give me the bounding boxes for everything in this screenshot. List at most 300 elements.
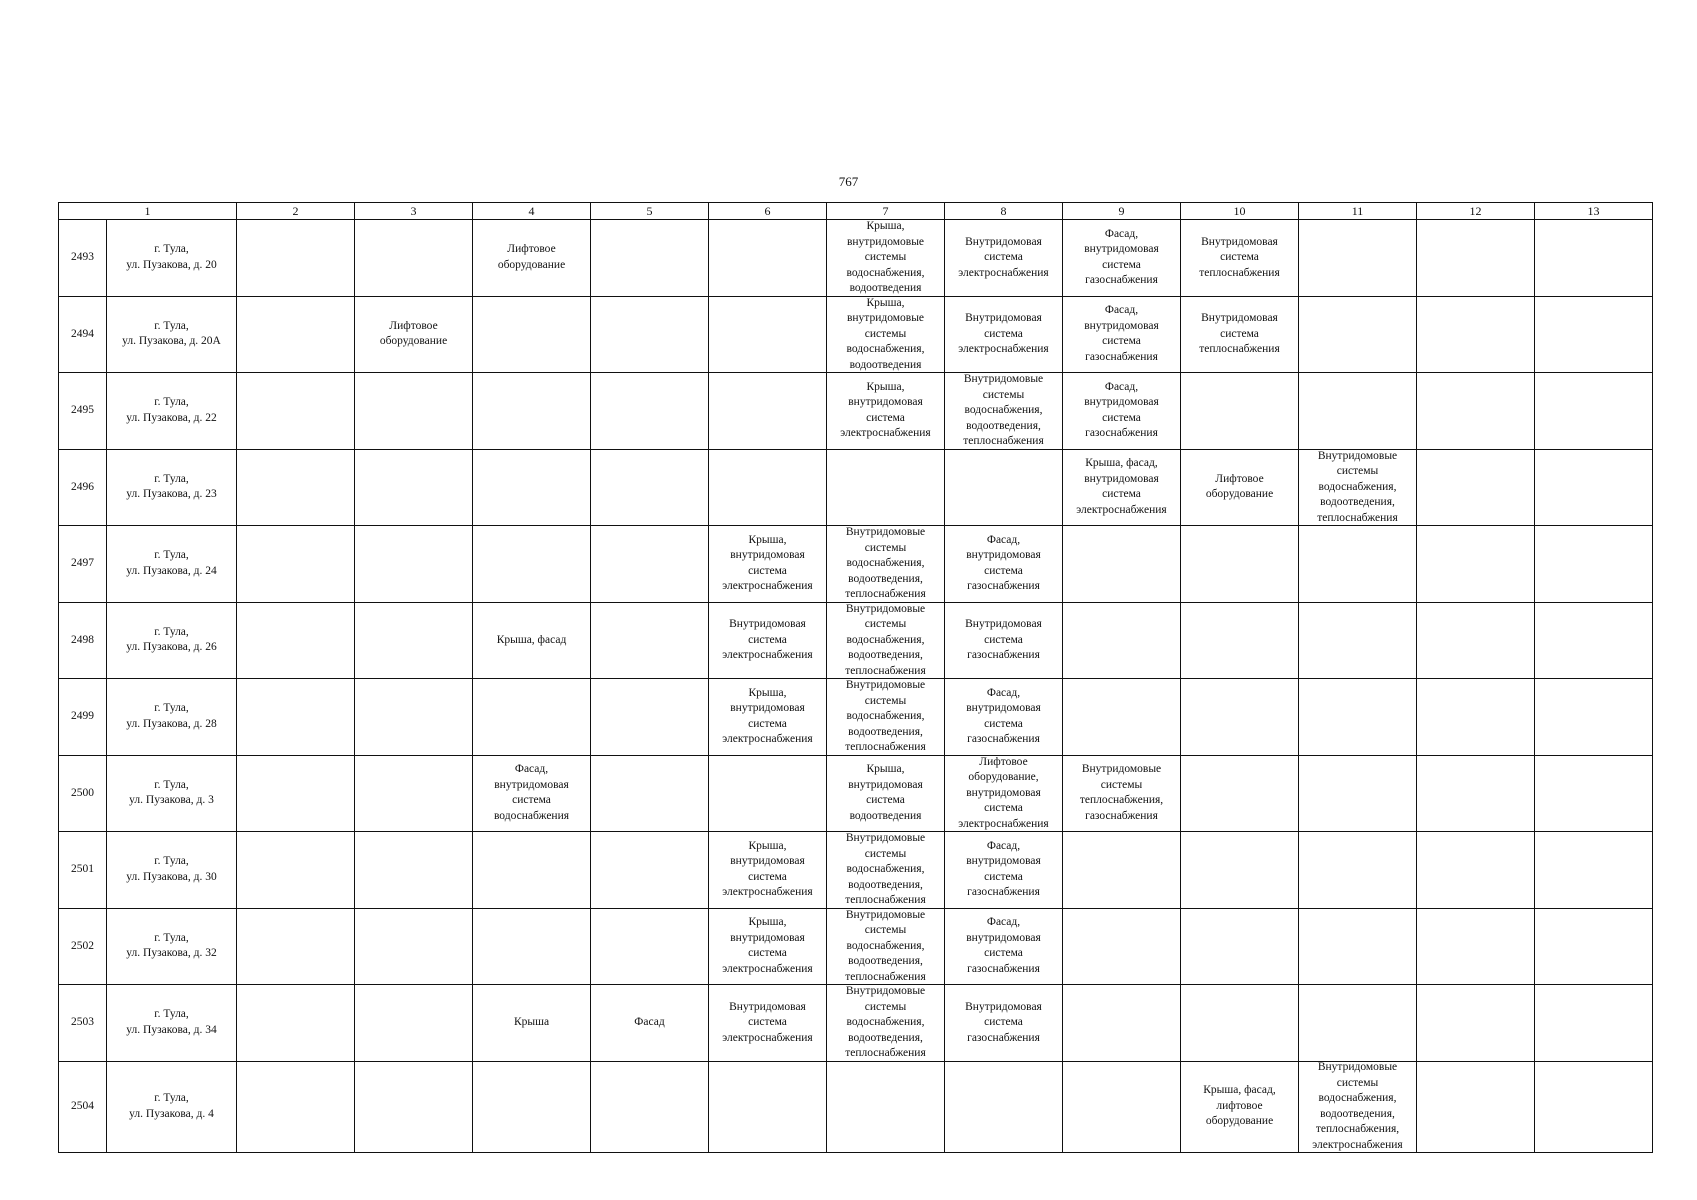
cell-text-line: Фасад,: [1104, 380, 1139, 393]
cell-text-line: система: [1102, 411, 1141, 424]
work-cell-col-11: [1299, 908, 1417, 985]
cell-text-line: система: [984, 633, 1023, 646]
work-cell-col-11: [1299, 755, 1417, 832]
cell-text-line: Крыша,: [866, 380, 905, 393]
cell-text-line: системы: [1100, 778, 1143, 791]
cell-text-line: теплоснабжения: [845, 588, 926, 600]
cell-text-line: система: [1102, 335, 1141, 348]
work-cell-col-10: [1181, 908, 1299, 985]
work-cell-col-10: [1181, 296, 1299, 373]
work-cell-col-6: [709, 679, 827, 756]
repair-schedule-table: [58, 202, 1653, 1153]
row-number: 2500: [59, 755, 107, 832]
cell-text-line: ул. Пузакова, д. 22: [126, 411, 217, 424]
cell-text-line: газоснабжения: [1085, 350, 1158, 363]
work-cell-col-13: [1535, 832, 1653, 909]
work-cell-col-5: [591, 220, 709, 297]
work-cell-col-5: [591, 449, 709, 526]
cell-text-line: внутридомовая: [966, 702, 1041, 715]
work-cell-col-11: [1299, 832, 1417, 909]
work-cell-col-12: [1417, 908, 1535, 985]
row-number: 2499: [59, 679, 107, 756]
work-cell-col-13: [1535, 373, 1653, 450]
cell-text-line: г. Тула,: [154, 319, 189, 332]
cell-text-line: электроснабжения: [722, 580, 813, 593]
cell-text-line: Фасад: [634, 1016, 665, 1028]
work-cell-col-11: [1299, 602, 1417, 679]
work-cell-col-2: [237, 679, 355, 756]
work-cell-col-6: [709, 985, 827, 1062]
work-cell-col-12: [1417, 755, 1535, 832]
work-cell-col-13: [1535, 526, 1653, 603]
cell-text-line: электроснабжения: [1076, 503, 1167, 516]
address-cell: [107, 908, 237, 985]
address-cell: [107, 373, 237, 450]
cell-content: [109, 472, 234, 503]
work-cell-col-7: [827, 220, 945, 297]
work-cell-col-2: [237, 449, 355, 526]
cell-content: [947, 311, 1060, 358]
cell-content: [109, 242, 234, 273]
cell-text-line: система: [748, 717, 787, 730]
cell-text-line: Внутридомовые: [1317, 450, 1398, 462]
cell-text-line: оборудование: [1205, 488, 1274, 501]
work-cell-col-11: [1299, 296, 1417, 373]
cell-text-line: внутридомовая: [730, 855, 805, 868]
cell-text-line: оборудование: [379, 335, 448, 348]
work-cell-col-13: [1535, 602, 1653, 679]
cell-content: [475, 242, 588, 273]
cell-text-line: внутридомовые: [846, 312, 925, 324]
cell-text-line: система: [866, 794, 905, 807]
cell-text-line: Крыша,: [866, 297, 905, 309]
work-cell-col-5: [591, 373, 709, 450]
cell-text-line: внутридомовая: [966, 855, 1041, 868]
cell-text-line: система: [984, 564, 1023, 577]
cell-text-line: Крыша,: [866, 220, 905, 232]
cell-text-line: г. Тула,: [154, 549, 189, 562]
column-header-13: 13: [1535, 203, 1653, 220]
cell-text-line: водоотведения: [849, 358, 922, 371]
cell-text-line: внутридомовая: [966, 931, 1041, 944]
address-cell: [107, 526, 237, 603]
work-cell-col-2: [237, 602, 355, 679]
cell-text-line: внутридомовая: [966, 786, 1041, 799]
work-cell-col-4: [473, 832, 591, 909]
cell-text-line: ул. Пузакова, д. 4: [129, 1107, 214, 1120]
cell-text-line: г. Тула,: [154, 702, 189, 715]
work-cell-col-3: [355, 449, 473, 526]
cell-text-line: лифтовое: [1216, 1099, 1263, 1112]
cell-text-line: электроснабжения: [722, 886, 813, 899]
cell-text-line: системы: [864, 1000, 907, 1013]
cell-text-line: водоснабжения,: [846, 863, 925, 875]
cell-text-line: г. Тула,: [154, 396, 189, 409]
cell-text-line: теплоснабжения: [845, 1047, 926, 1059]
cell-content: [109, 548, 234, 579]
cell-content: [109, 1091, 234, 1122]
work-cell-col-6: [709, 373, 827, 450]
address-cell: [107, 449, 237, 526]
cell-text-line: Внутридомовые: [1081, 763, 1162, 776]
cell-text-line: теплоснабжения: [845, 894, 926, 906]
cell-text-line: водоотведения: [849, 809, 922, 822]
cell-text-line: водоотведения,: [848, 572, 923, 585]
cell-text-line: система: [748, 564, 787, 577]
cell-text-line: г. Тула,: [154, 1092, 189, 1104]
cell-text-line: системы: [864, 327, 907, 340]
work-cell-col-6: [709, 449, 827, 526]
cell-content: [1183, 1083, 1296, 1130]
cell-text-line: ул. Пузакова, д. 34: [126, 1023, 217, 1036]
cell-text-line: система: [984, 717, 1023, 730]
cell-text-line: внутридомовая: [494, 778, 569, 791]
cell-content: [109, 701, 234, 732]
cell-text-line: системы: [864, 924, 907, 936]
work-cell-col-4: [473, 449, 591, 526]
work-cell-col-4: [473, 908, 591, 985]
cell-text-line: водоснабжения,: [846, 266, 925, 279]
cell-text-line: Внутридомовая: [729, 618, 806, 630]
cell-text-line: Фасад,: [514, 763, 549, 776]
table-header: [59, 203, 1653, 220]
work-cell-col-4: [473, 373, 591, 450]
cell-text-line: водоотведения,: [848, 649, 923, 661]
cell-text-line: внутридомовая: [1084, 319, 1159, 332]
work-cell-col-9: [1063, 832, 1181, 909]
work-cell-col-11: [1299, 1061, 1417, 1152]
work-cell-col-7: [827, 1061, 945, 1152]
work-cell-col-12: [1417, 679, 1535, 756]
work-cell-col-4: [473, 1061, 591, 1152]
work-cell-col-7: [827, 755, 945, 832]
work-cell-col-7: [827, 602, 945, 679]
cell-content: [829, 833, 942, 907]
cell-text-line: ул. Пузакова, д. 28: [126, 717, 217, 730]
work-cell-col-10: [1181, 602, 1299, 679]
cell-content: [357, 319, 470, 350]
work-cell-col-5: [591, 755, 709, 832]
table-row: [59, 755, 1653, 832]
work-cell-col-8: [945, 373, 1063, 450]
cell-text-line: газоснабжения: [967, 580, 1040, 593]
cell-text-line: Внутридомовая: [965, 1000, 1042, 1013]
cell-content: [829, 909, 942, 983]
table-body: [59, 220, 1653, 1153]
cell-text-line: г. Тула,: [154, 855, 189, 868]
cell-content: [947, 374, 1060, 448]
cell-content: [829, 380, 942, 442]
cell-text-line: Лифтовое: [979, 756, 1028, 768]
work-cell-col-3: [355, 602, 473, 679]
cell-content: [109, 778, 234, 809]
cell-content: [1065, 456, 1178, 518]
cell-text-line: Фасад,: [986, 533, 1021, 546]
cell-text-line: оборудование,: [968, 771, 1039, 783]
work-cell-col-9: [1063, 526, 1181, 603]
cell-content: [109, 625, 234, 656]
page-number: 767: [838, 174, 859, 189]
work-cell-col-12: [1417, 296, 1535, 373]
work-cell-col-5: [591, 679, 709, 756]
work-cell-col-10: [1181, 679, 1299, 756]
work-cell-col-10: [1181, 373, 1299, 450]
work-cell-col-2: [237, 755, 355, 832]
work-cell-col-8: [945, 449, 1063, 526]
column-number-row: [59, 203, 1653, 220]
column-header-8: 8: [945, 203, 1063, 220]
cell-content: [475, 633, 588, 649]
work-cell-col-11: [1299, 679, 1417, 756]
cell-text-line: Крыша, фасад: [496, 633, 567, 646]
cell-text-line: водоснабжения: [493, 809, 570, 822]
work-cell-col-3: [355, 220, 473, 297]
cell-text-line: Внутридомовые: [845, 526, 926, 538]
cell-text-line: электроснабжения: [958, 266, 1049, 279]
work-cell-col-10: [1181, 985, 1299, 1062]
table-row: [59, 373, 1653, 450]
work-cell-col-2: [237, 1061, 355, 1152]
cell-text-line: системы: [1336, 465, 1379, 477]
work-cell-col-9: [1063, 1061, 1181, 1152]
address-cell: [107, 985, 237, 1062]
cell-content: [593, 1015, 706, 1031]
cell-text-line: теплоснабжения,: [1079, 794, 1164, 807]
cell-text-line: ул. Пузакова, д. 23: [126, 488, 217, 501]
cell-content: [947, 915, 1060, 977]
column-header-5: 5: [591, 203, 709, 220]
cell-text-line: Внутридомовая: [965, 312, 1042, 324]
work-cell-col-12: [1417, 1061, 1535, 1152]
table-row: [59, 526, 1653, 603]
work-cell-col-12: [1417, 526, 1535, 603]
cell-text-line: электроснабжения: [958, 817, 1049, 830]
column-header-12: 12: [1417, 203, 1535, 220]
cell-text-line: водоснабжения,: [964, 404, 1043, 416]
cell-text-line: система: [1102, 258, 1141, 271]
work-cell-col-9: [1063, 220, 1181, 297]
cell-content: [109, 319, 234, 350]
work-cell-col-6: [709, 602, 827, 679]
cell-text-line: система: [984, 802, 1023, 814]
cell-text-line: г. Тула,: [154, 472, 189, 485]
cell-content: [947, 533, 1060, 595]
cell-text-line: система: [1220, 327, 1259, 340]
work-cell-col-6: [709, 1061, 827, 1152]
work-cell-col-3: [355, 985, 473, 1062]
work-cell-col-3: [355, 373, 473, 450]
work-cell-col-4: [473, 679, 591, 756]
cell-text-line: ул. Пузакова, д. 24: [126, 564, 217, 577]
row-number: 2501: [59, 832, 107, 909]
cell-text-line: теплоснабжения: [845, 741, 926, 753]
work-cell-col-2: [237, 373, 355, 450]
cell-content: [1065, 762, 1178, 824]
column-header-7: 7: [827, 203, 945, 220]
cell-text-line: внутридомовая: [730, 549, 805, 562]
cell-text-line: водоснабжения,: [846, 633, 925, 646]
column-header-3: 3: [355, 203, 473, 220]
cell-text-line: теплоснабжения: [845, 970, 926, 983]
cell-text-line: внутридомовая: [730, 702, 805, 715]
cell-text-line: теплоснабжения: [963, 435, 1044, 447]
address-cell: [107, 296, 237, 373]
cell-text-line: система: [1102, 488, 1141, 501]
work-cell-col-2: [237, 296, 355, 373]
work-cell-col-4: [473, 602, 591, 679]
work-cell-col-5: [591, 602, 709, 679]
cell-text-line: водоотведения,: [1320, 496, 1395, 508]
cell-text-line: ул. Пузакова, д. 20: [126, 258, 217, 271]
cell-content: [829, 762, 942, 824]
cell-content: [1301, 450, 1414, 524]
work-cell-col-5: [591, 1061, 709, 1152]
work-cell-col-13: [1535, 755, 1653, 832]
table-row: [59, 296, 1653, 373]
address-cell: [107, 679, 237, 756]
cell-text-line: внутридомовая: [730, 931, 805, 944]
column-header-4: 4: [473, 203, 591, 220]
work-cell-col-12: [1417, 373, 1535, 450]
cell-text-line: Фасад,: [986, 686, 1021, 699]
work-cell-col-2: [237, 526, 355, 603]
cell-content: [829, 986, 942, 1060]
work-cell-col-13: [1535, 985, 1653, 1062]
row-number: 2498: [59, 602, 107, 679]
cell-text-line: водоснабжения,: [1318, 480, 1397, 493]
cell-text-line: Внутридомовые: [1317, 1062, 1398, 1073]
cell-text-line: г. Тула,: [154, 778, 189, 791]
cell-text-line: внутридомовая: [848, 778, 923, 791]
work-cell-col-7: [827, 832, 945, 909]
work-cell-col-12: [1417, 449, 1535, 526]
cell-text-line: водоотведения: [849, 282, 922, 294]
work-cell-col-13: [1535, 449, 1653, 526]
cell-content: [711, 617, 824, 664]
work-cell-col-5: [591, 832, 709, 909]
cell-text-line: системы: [864, 618, 907, 630]
cell-content: [109, 1007, 234, 1038]
work-cell-col-9: [1063, 755, 1181, 832]
address-cell: [107, 602, 237, 679]
work-cell-col-9: [1063, 908, 1181, 985]
cell-text-line: внутридомовая: [1084, 472, 1159, 485]
column-header-11: 11: [1299, 203, 1417, 220]
cell-content: [711, 915, 824, 977]
address-cell: [107, 755, 237, 832]
cell-text-line: электроснабжения: [722, 962, 813, 975]
work-cell-col-6: [709, 908, 827, 985]
work-cell-col-4: [473, 526, 591, 603]
column-header-10: 10: [1181, 203, 1299, 220]
cell-text-line: система: [866, 411, 905, 424]
work-cell-col-10: [1181, 1061, 1299, 1152]
cell-text-line: ул. Пузакова, д. 30: [126, 870, 217, 883]
work-cell-col-5: [591, 526, 709, 603]
cell-text-line: ул. Пузакова, д. 32: [126, 947, 217, 960]
cell-text-line: электроснабжения: [722, 1031, 813, 1044]
work-cell-col-8: [945, 296, 1063, 373]
work-cell-col-7: [827, 449, 945, 526]
work-cell-col-7: [827, 526, 945, 603]
cell-content: [1183, 472, 1296, 503]
work-cell-col-6: [709, 755, 827, 832]
cell-text-line: внутридомовая: [1084, 243, 1159, 256]
work-cell-col-3: [355, 1061, 473, 1152]
cell-content: [711, 839, 824, 901]
cell-text-line: водоснабжения,: [846, 710, 925, 722]
cell-content: [829, 680, 942, 754]
cell-content: [1183, 235, 1296, 282]
cell-text-line: водоснабжения,: [846, 557, 925, 569]
work-cell-col-7: [827, 679, 945, 756]
column-header-6: 6: [709, 203, 827, 220]
cell-content: [947, 235, 1060, 282]
cell-text-line: водоснабжения,: [846, 939, 925, 952]
cell-text-line: электроснабжения: [722, 733, 813, 746]
row-number: 2496: [59, 449, 107, 526]
cell-text-line: Фасад,: [1104, 227, 1139, 240]
work-cell-col-8: [945, 526, 1063, 603]
cell-text-line: Внутридомовые: [845, 679, 926, 691]
cell-text-line: внутридомовая: [1084, 396, 1159, 409]
cell-text-line: водоотведения,: [966, 419, 1041, 432]
table-row: [59, 985, 1653, 1062]
cell-text-line: Внутридомовая: [729, 1000, 806, 1013]
cell-content: [711, 533, 824, 595]
cell-content: [109, 395, 234, 426]
cell-text-line: водоотведения,: [848, 1031, 923, 1044]
work-cell-col-6: [709, 220, 827, 297]
cell-text-line: система: [984, 870, 1023, 883]
cell-content: [1065, 227, 1178, 289]
cell-text-line: Внутридомовые: [963, 373, 1044, 385]
work-cell-col-7: [827, 908, 945, 985]
work-cell-col-9: [1063, 679, 1181, 756]
cell-text-line: внутридомовая: [966, 549, 1041, 562]
table-row: [59, 908, 1653, 985]
cell-text-line: водоотведения,: [848, 725, 923, 738]
cell-content: [711, 686, 824, 748]
cell-content: [711, 1000, 824, 1047]
cell-text-line: Крыша,: [748, 839, 787, 852]
work-cell-col-10: [1181, 526, 1299, 603]
cell-text-line: внутридомовые: [846, 235, 925, 248]
work-cell-col-3: [355, 832, 473, 909]
cell-content: [475, 762, 588, 824]
row-number: 2493: [59, 220, 107, 297]
cell-content: [1065, 380, 1178, 442]
cell-text-line: система: [1220, 251, 1259, 263]
work-cell-col-8: [945, 832, 1063, 909]
work-cell-col-11: [1299, 449, 1417, 526]
cell-content: [947, 1000, 1060, 1047]
cell-text-line: системы: [1336, 1076, 1379, 1089]
address-cell: [107, 220, 237, 297]
work-cell-col-12: [1417, 602, 1535, 679]
cell-content: [1301, 1062, 1414, 1151]
cell-text-line: система: [512, 794, 551, 807]
cell-content: [829, 527, 942, 601]
cell-text-line: системы: [864, 541, 907, 554]
work-cell-col-8: [945, 220, 1063, 297]
work-cell-col-13: [1535, 908, 1653, 985]
cell-text-line: Фасад,: [1104, 304, 1139, 317]
cell-text-line: газоснабжения: [967, 733, 1040, 746]
cell-text-line: газоснабжения: [967, 886, 1040, 899]
work-cell-col-13: [1535, 220, 1653, 297]
work-cell-col-10: [1181, 832, 1299, 909]
